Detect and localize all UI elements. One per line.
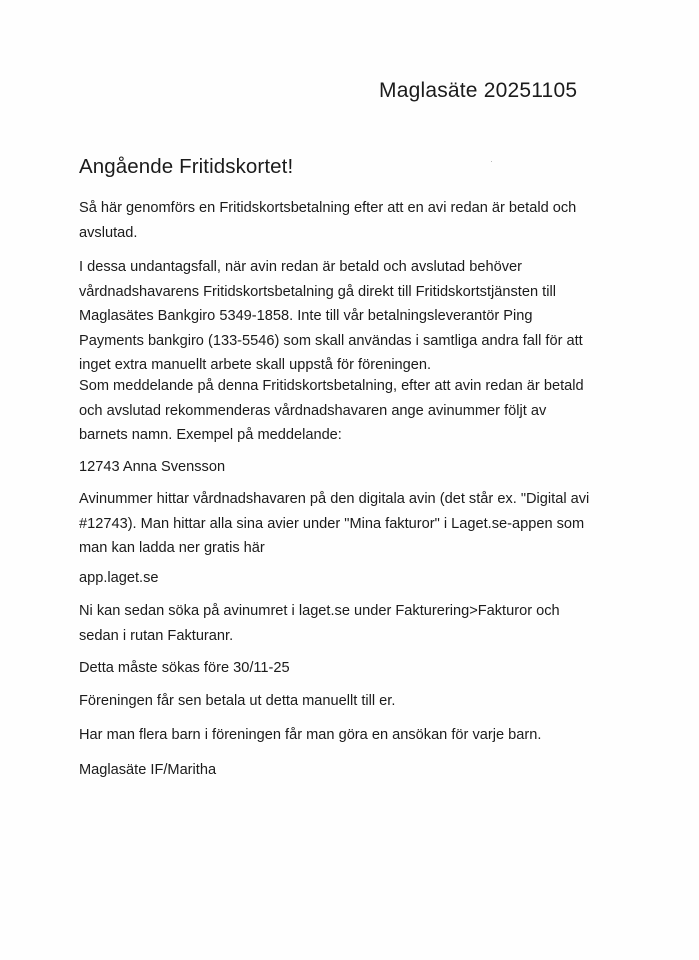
paragraph-line: Maglasätes Bankgiro 5349-1858. Inte till vår betalningsleverantör Ping — [79, 308, 533, 324]
paragraph-payment-message — [79, 374, 599, 448]
paragraph-line: Så här genomförs en Fritidskortsbetalning efter att en avi redan är betald och — [79, 200, 577, 216]
paragraph-line: Avinummer hittar vårdnadshavaren på den digitala avin (det står ex. "Digital avi — [79, 491, 590, 507]
paragraph-multiple-children — [79, 723, 599, 748]
signature — [79, 758, 599, 783]
paragraph-invoice-number — [79, 487, 599, 561]
paragraph-line: och avslutad rekommenderas vårdnadshavaren ange avinummer följt av — [79, 402, 547, 419]
paragraph-exception-cases — [79, 255, 599, 378]
paragraph-deadline — [79, 656, 599, 681]
paragraph-search-instructions — [79, 599, 599, 648]
paragraph-line: Maglasäte IF/Maritha — [79, 762, 217, 778]
date-line: Maglasäte 20251105 — [379, 79, 578, 102]
paragraph-line: inget extra manuellt arbete skall uppstå för föreningen. — [79, 357, 432, 373]
paragraph-manual-payout — [79, 689, 599, 714]
paragraph-line: man kan ladda ner gratis här — [79, 540, 265, 556]
paragraph-line: Har man flera barn i föreningen får man göra en ansökan för varje barn. — [79, 727, 542, 743]
paragraph-line: 12743 Anna Svensson — [79, 459, 226, 475]
paragraph-line: #12743). Man hittar alla sina avier under "Mina fakturor" i Laget.se-appen som — [79, 515, 585, 532]
paragraph-line: Payments bankgiro (133-5546) som skall användas i samtliga andra fall för att — [79, 332, 583, 349]
paragraph-line: Föreningen får sen betala ut detta manuellt till er. — [79, 693, 396, 709]
scan-speck — [491, 161, 492, 162]
paragraph-line: avslutad. — [79, 224, 138, 241]
paragraph-line: I dessa undantagsfall, när avin redan är betald och avslutad behöver — [79, 259, 522, 275]
paragraph-example — [79, 455, 599, 480]
letter-title: Angående Fritidskortet! — [79, 155, 294, 178]
paragraph-line: vårdnadshavarens Fritidskortsbetalning gå direkt till Fritidskortstjänsten till — [79, 283, 556, 300]
paragraph-intro — [79, 196, 599, 245]
paragraph-line: Ni kan sedan söka på avinumret i laget.se under Fakturering>Fakturor och — [79, 603, 560, 619]
paragraph-line: Som meddelande på denna Fritidskortsbetalning, efter att avin redan är betald — [79, 378, 584, 394]
paragraph-line: Detta måste sökas före 30/11-25 — [79, 660, 290, 676]
paragraph-app-link — [79, 566, 599, 591]
paragraph-line: barnets namn. Exempel på meddelande: — [79, 427, 342, 443]
paragraph-line: app.laget.se — [79, 570, 159, 586]
paragraph-line: sedan i rutan Fakturanr. — [79, 627, 234, 644]
